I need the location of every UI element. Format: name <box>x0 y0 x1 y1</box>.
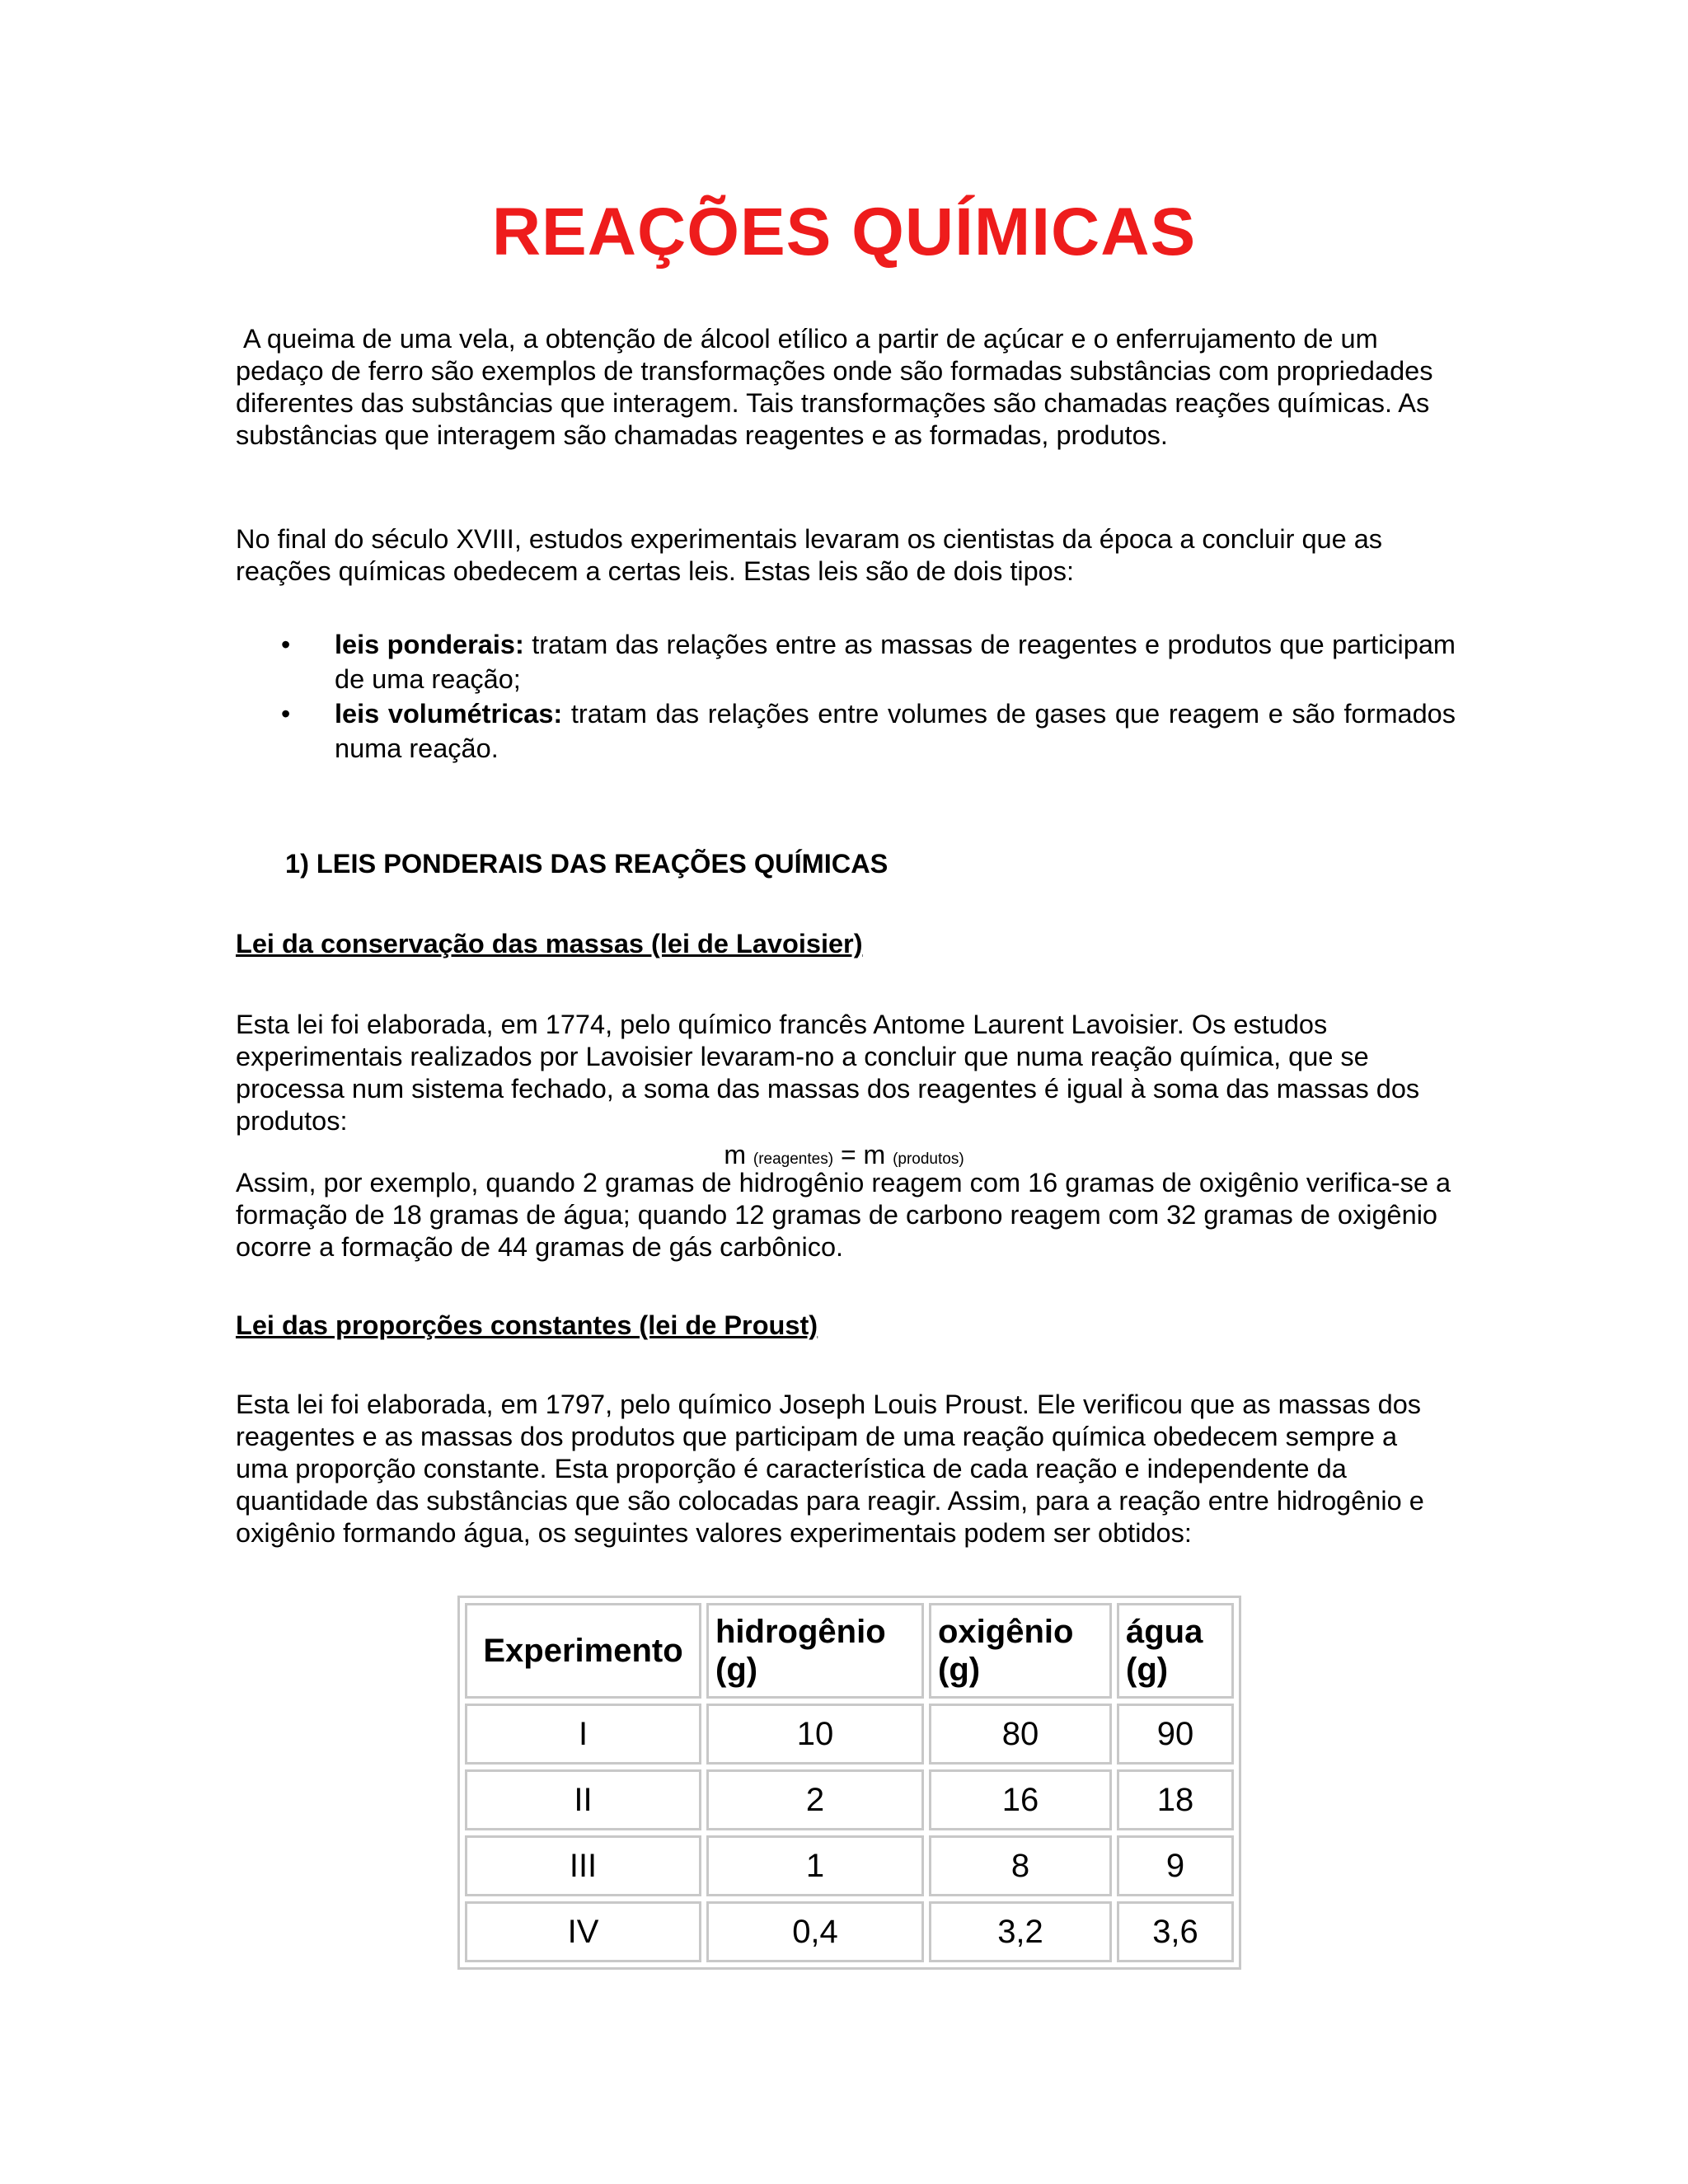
formula-mass: m <box>724 1140 746 1169</box>
proust-heading: Lei das proporções constantes (lei de Proust) <box>236 1310 818 1340</box>
formula-subscript-products: (produtos) <box>893 1151 964 1168</box>
table-cell: 3,2 <box>929 1901 1112 1962</box>
table-header-row <box>465 1603 1234 1699</box>
law-term: leis ponderais: <box>335 630 524 659</box>
list-item <box>236 696 1456 766</box>
table-cell: III <box>465 1835 701 1896</box>
table-row <box>465 1769 1234 1830</box>
table-cell: I <box>465 1704 701 1765</box>
intro-paragraph-2: No final do século XVIII, estudos experimentais levaram os cientistas da época a concluir que as reações químicas obedecem a certas leis. Estas leis são de dois tipos: <box>236 524 1383 586</box>
table-cell: IV <box>465 1901 701 1962</box>
proust-paragraph: Esta lei foi elaborada, em 1797, pelo químico Joseph Louis Proust. Ele verificou que as massas dos reagentes e as massas dos produtos que participam de uma reação química obedecem sempre a uma proporção constante. Esta proporção é característica de cada reação e independente da quantidade das substâncias que são colocadas para reagir. Assim, para a reação entre hidrogênio e oxigênio formando água, os seguintes valores experimentais podem ser obtidos: <box>236 1390 1424 1548</box>
intro-paragraph-1: A queima de uma vela, a obtenção de álcool etílico a partir de açúcar e o enferrujamento de um pedaço de ferro são exemplos de transformações onde são formadas substâncias com propriedades diferentes das substâncias que interagem. Tais transformações são chamadas reações químicas. As substâncias que interagem são chamadas reagentes e as formadas, produtos. <box>236 324 1433 450</box>
bullet-icon: • <box>281 699 291 729</box>
table-row <box>465 1901 1234 1962</box>
law-description: tratam das relações entre volumes de gases que reagem e são formados numa reação. <box>335 699 1456 763</box>
section-heading: 1) LEIS PONDERAIS DAS REAÇÕES QUÍMICAS <box>285 849 889 879</box>
table-cell: 10 <box>706 1704 924 1765</box>
law-types-list <box>236 627 1456 766</box>
column-header: oxigênio (g) <box>929 1603 1112 1699</box>
table-cell: 9 <box>1117 1835 1234 1896</box>
column-header: hidrogênio (g) <box>706 1603 924 1699</box>
table-cell: 90 <box>1117 1704 1234 1765</box>
page-title: REAÇÕES QUÍMICAS <box>491 194 1197 269</box>
law-term: leis volumétricas: <box>335 699 563 729</box>
table-cell: II <box>465 1769 701 1830</box>
lavoisier-heading: Lei da conservação das massas (lei de Lavoisier) <box>236 929 863 958</box>
column-header: Experimento <box>465 1603 701 1699</box>
list-item <box>236 627 1456 696</box>
column-header: água (g) <box>1117 1603 1234 1699</box>
table-cell: 80 <box>929 1704 1112 1765</box>
table-cell: 3,6 <box>1117 1901 1234 1962</box>
table-cell: 2 <box>706 1769 924 1830</box>
table-cell: 18 <box>1117 1769 1234 1830</box>
lavoisier-example: Assim, por exemplo, quando 2 gramas de hidrogênio reagem com 16 gramas de oxigênio verifica-se a formação de 18 gramas de água; quando 12 gramas de carbono reagem com 32 gramas de oxigênio ocorre a formação de 44 gramas de gás carbônico. <box>236 1168 1451 1262</box>
lavoisier-paragraph: Esta lei foi elaborada, em 1774, pelo químico francês Antome Laurent Lavoisier. Os estudos experimentais realizados por Lavoisier levaram-no a concluir que numa reação química, que se processa num sistema fechado, a soma das massas dos reagentes é igual à soma das massas dos produtos: <box>236 1010 1420 1136</box>
table-row <box>465 1704 1234 1765</box>
law-description: tratam das relações entre as massas de reagentes e produtos que participam de uma reação; <box>335 630 1456 694</box>
formula-subscript-reagents: (reagentes) <box>753 1151 834 1168</box>
table-cell: 16 <box>929 1769 1112 1830</box>
table-cell: 8 <box>929 1835 1112 1896</box>
table-cell: 0,4 <box>706 1901 924 1962</box>
table-cell: 1 <box>706 1835 924 1896</box>
formula-equals-mass: = m <box>840 1140 886 1169</box>
table-row <box>465 1835 1234 1896</box>
bullet-icon: • <box>281 630 291 659</box>
proust-data-table <box>457 1596 1241 1970</box>
